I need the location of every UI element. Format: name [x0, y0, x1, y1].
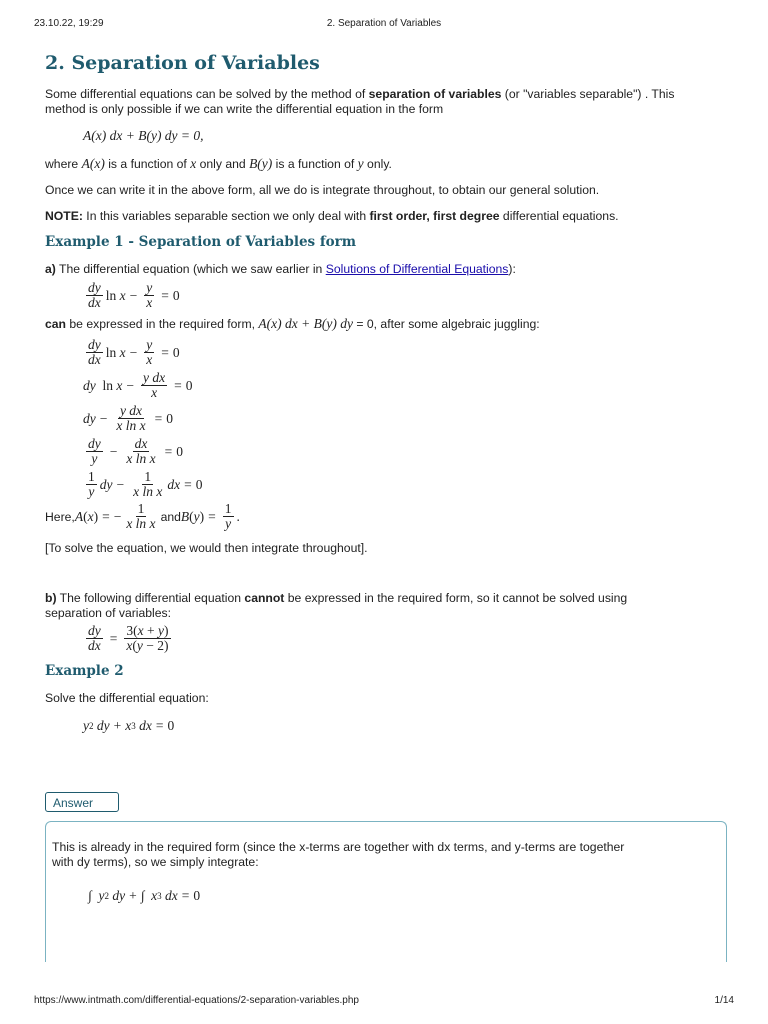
answer-box: [45, 821, 727, 962]
step-3: dy − $\frac{\text{y dx}}{\text{x ln x}}$ = 0: [83, 403, 173, 433]
can-paragraph: can be expressed in the required form, A(x) dx + B(y) dy = 0, after some algebraic juggling:: [45, 316, 540, 331]
solutions-link[interactable]: Solutions of Differential Equations: [325, 262, 509, 276]
here-paragraph: Here, A ( x ) = − $\frac{1}{\text{x ln x}}$ and B ( y ) = $\frac{1}{y}$ .: [45, 501, 240, 531]
example-2-heading: Example 2: [45, 663, 124, 679]
example-1-heading: Example 1 - Separation of Variables form: [45, 234, 357, 250]
solve-note: [To solve the equation, we would then integrate throughout].: [45, 541, 368, 555]
page-number: 1/14: [714, 995, 734, 1006]
example-2-equation: y 2 dy + x 3 dx = 0: [83, 718, 175, 733]
equation-a: $\frac{dy}{dx}$ ln x − $\frac{y}{x}$ = 0: [88, 280, 180, 310]
once-paragraph: Once we can write it in the above form, all we do is integrate throughout, to obtain our general solution.: [45, 183, 600, 197]
part-a-paragraph: a) The differential equation (which we saw earlier in Solutions of Differential Equations):: [45, 262, 516, 276]
intro-paragraph: Some differential equations can be solved by the method of separation of variables (or "variables separable") . This method is only possible if we can write the differential equation in the form: [45, 87, 675, 116]
example-2-text: Solve the differential equation:: [45, 691, 209, 705]
step-1: $\frac{dy}{dx}$ ln x − $\frac{y}{x}$ = 0: [88, 337, 180, 367]
part-b-paragraph: b) The following differential equation cannot be expressed in the required form, so it cannot be solved using separation of variables:: [45, 591, 628, 620]
answer-integral: ∫ y 2 dy + ∫ x 3 dx = 0: [88, 888, 201, 903]
page-title: 2. Separation of Variables: [45, 52, 320, 74]
step-5: $\frac{1}{y}$ dy − $\frac{1}{\text{x ln x}}$ dx = 0: [88, 469, 203, 499]
note-paragraph: NOTE: In this variables separable section we only deal with first order, first degree differential equations.: [45, 209, 619, 223]
print-datetime: 23.10.22, 19:29: [34, 18, 104, 29]
print-url: https://www.intmath.com/differential-equations/2-separation-variables.php: [34, 995, 359, 1006]
where-paragraph: where A(x) is a function of x only and B(y) is a function of y only.: [45, 156, 392, 171]
answer-button[interactable]: Answer: [45, 792, 119, 812]
form-equation: A(x) dx + B(y) dy = 0,: [83, 128, 204, 143]
answer-text: This is already in the required form (since the x-terms are together with dx terms, and y-terms are together with dy terms), so we simply integrate:: [52, 840, 625, 869]
print-title: 2. Separation of Variables: [326, 18, 442, 29]
answer-region: [45, 0, 725, 1024]
step-4: $\frac{dy}{y}$ − $\frac{dx}{\text{x ln x}}$ = 0: [88, 436, 183, 466]
equation-b: $\frac{dy}{dx}$ = $\frac{3(x + y)}{x(y - 2)}$: [88, 623, 169, 653]
step-2: dy ln x − $\frac{\text{y dx}}{x}$ = 0: [83, 370, 193, 400]
